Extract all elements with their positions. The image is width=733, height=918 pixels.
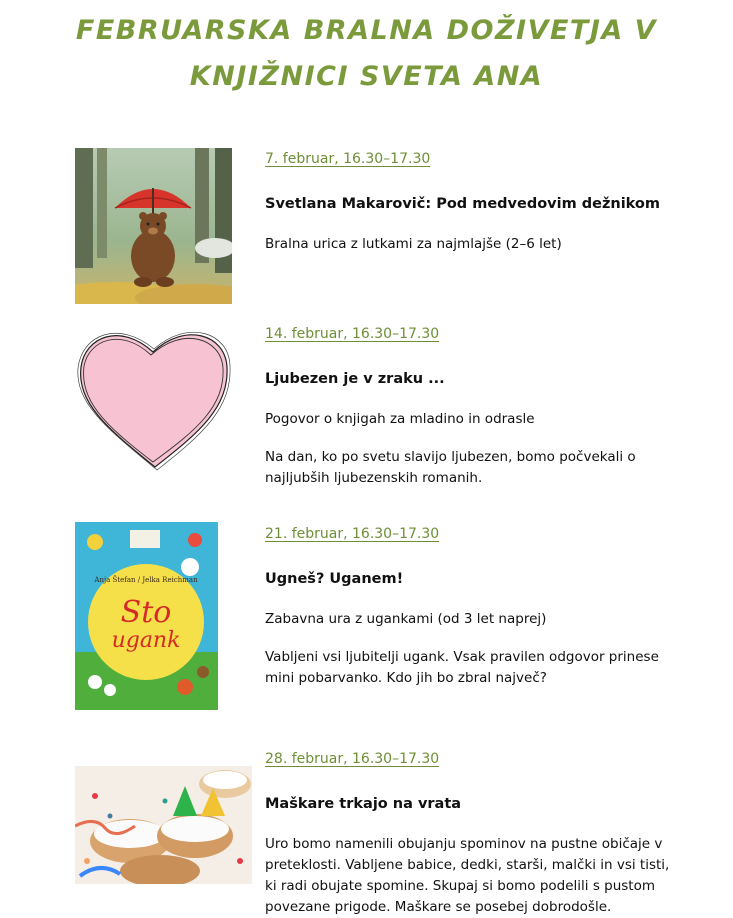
bear-umbrella-image — [75, 148, 232, 304]
page-title-line-2: KNJIŽNICI SVETA ANA — [189, 61, 544, 92]
event-details: Na dan, ko po svetu slavijo ljubezen, bomo počvekali o najljubših ljubezenskih romanih. — [265, 449, 636, 486]
event-details: Vabljeni vsi ljubitelji ugank. Vsak pravilen odgovor prinese mini pobarvanko. Kdo jih bo zbral največ? — [265, 649, 659, 686]
event-title: Ugneš? Uganem! — [265, 571, 404, 587]
event-description: Zabavna ura z ugankami (od 3 let naprej) — [265, 611, 547, 627]
event-description: Pogovor o knjigah za mladino in odrasle — [265, 411, 535, 427]
cover-title-2: ugank — [111, 628, 181, 653]
heart-image — [75, 322, 232, 474]
event-date: 28. februar, 16.30–17.30 — [265, 751, 440, 767]
carnival-doughnuts-image — [75, 766, 252, 884]
event-date: 14. februar, 16.30–17.30 — [265, 326, 440, 342]
event-date: 7. februar, 16.30–17.30 — [265, 151, 431, 167]
event-title: Maškare trkajo na vrata — [265, 796, 462, 812]
event-title: Svetlana Makarovič: Pod medvedovim dežnikom — [265, 196, 661, 212]
page-title-line-1: FEBRUARSKA BRALNA DOŽIVETJA V — [75, 15, 658, 46]
book-cover-image — [75, 522, 218, 710]
event-description: Bralna urica z lutkami za najmlajše (2–6 let) — [265, 236, 562, 252]
event-title: Ljubezen je v zraku ... — [265, 371, 445, 387]
event-description: Uro bomo namenili obujanju spominov na pustne običaje v preteklosti. Vabljene babice, dedki, starši, malčki in vsi tisti, ki radi obujate spomine. Skupaj si bomo podelili s pustom povezane prigode. Maškare se posebej dobrodošle. — [265, 836, 670, 915]
event-date: 21. februar, 16.30–17.30 — [265, 526, 440, 542]
cover-authors: Anja Štefan / Jelka Reichman — [94, 576, 198, 584]
cover-title-1: Sto — [120, 595, 172, 630]
